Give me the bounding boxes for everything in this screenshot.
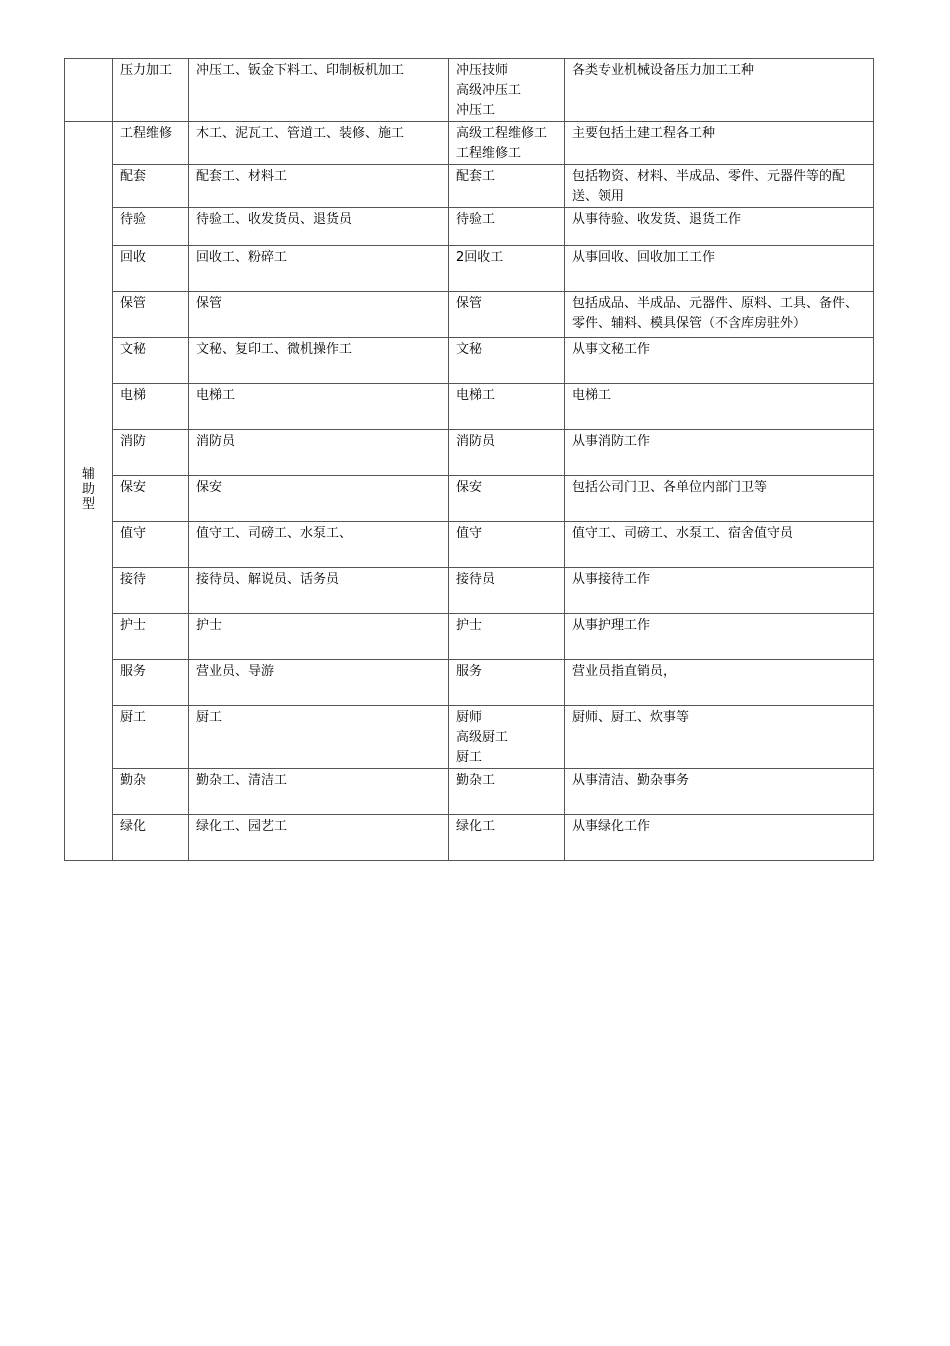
job-name-cell: 厨工 (113, 706, 189, 769)
table-row (65, 614, 874, 660)
job-title-line: 护士 (456, 618, 483, 633)
job-title-line: 2回收工 (456, 250, 504, 265)
job-desc-cell: 主要包括土建工程各工种 (565, 122, 874, 165)
job-titles-cell (449, 122, 565, 165)
job-title-line: 高级厨工 (456, 730, 509, 745)
job-titles-cell (449, 165, 565, 208)
job-titles-cell (449, 568, 565, 614)
job-name-cell: 绿化 (113, 815, 189, 861)
job-titles-cell (449, 706, 565, 769)
job-types-cell: 冲压工、钣金下料工、印制板机加工 (189, 59, 449, 122)
job-types-cell: 消防员 (189, 430, 449, 476)
job-name-cell: 文秘 (113, 338, 189, 384)
table-row (65, 430, 874, 476)
job-title-line: 高级冲压工 (456, 83, 522, 98)
table-row (65, 568, 874, 614)
job-title-line: 工程维修工 (456, 146, 522, 161)
job-types-cell: 值守工、司磅工、水泵工、 (189, 522, 449, 568)
job-types-cell: 营业员、导游 (189, 660, 449, 706)
table-row (65, 59, 874, 122)
job-title-line: 保安 (456, 480, 483, 495)
job-types-cell: 待验工、收发货员、退货员 (189, 208, 449, 246)
job-title-line: 服务 (456, 664, 483, 679)
job-name-cell: 回收 (113, 246, 189, 292)
job-title-line: 待验工 (456, 212, 496, 227)
job-title-line: 绿化工 (456, 819, 496, 834)
job-name-cell: 保安 (113, 476, 189, 522)
job-name-cell: 服务 (113, 660, 189, 706)
job-title-line: 接待员 (456, 572, 496, 587)
job-title-line: 保管 (456, 296, 483, 311)
table-row (65, 476, 874, 522)
job-titles-cell (449, 246, 565, 292)
job-types-cell: 回收工、粉碎工 (189, 246, 449, 292)
table-row (65, 122, 874, 165)
job-title-line: 厨工 (456, 750, 483, 765)
table-row (65, 338, 874, 384)
job-types-cell: 文秘、复印工、微机操作工 (189, 338, 449, 384)
job-desc-cell: 从事回收、回收加工工作 (565, 246, 874, 292)
job-titles-cell (449, 614, 565, 660)
table-row (65, 660, 874, 706)
job-types-cell: 接待员、解说员、话务员 (189, 568, 449, 614)
job-name-cell: 压力加工 (113, 59, 189, 122)
job-name-cell: 勤杂 (113, 769, 189, 815)
job-desc-cell: 从事绿化工作 (565, 815, 874, 861)
job-desc-cell: 从事待验、收发货、退货工作 (565, 208, 874, 246)
table-row (65, 292, 874, 338)
job-types-cell: 木工、泥瓦工、管道工、装修、施工 (189, 122, 449, 165)
job-title-line: 文秘 (456, 342, 483, 357)
job-titles-cell (449, 430, 565, 476)
job-desc-cell: 从事清洁、勤杂事务 (565, 769, 874, 815)
job-title-line: 配套工 (456, 169, 496, 184)
job-title-line: 电梯工 (456, 388, 496, 403)
job-desc-cell: 电梯工 (565, 384, 874, 430)
job-desc-cell: 包括公司门卫、各单位内部门卫等 (565, 476, 874, 522)
job-titles-cell (449, 384, 565, 430)
job-desc-cell: 从事文秘工作 (565, 338, 874, 384)
job-name-cell: 接待 (113, 568, 189, 614)
table-row (65, 522, 874, 568)
job-titles-cell (449, 292, 565, 338)
category-label: 辅助型 (81, 467, 95, 512)
job-types-cell: 厨工 (189, 706, 449, 769)
job-title-line: 厨师 (456, 710, 483, 725)
job-name-cell: 消防 (113, 430, 189, 476)
job-title-line: 冲压技师 (456, 63, 509, 78)
table-row (65, 769, 874, 815)
job-types-cell: 保安 (189, 476, 449, 522)
table-row (65, 384, 874, 430)
job-name-cell: 电梯 (113, 384, 189, 430)
job-titles-cell (449, 660, 565, 706)
job-types-cell: 勤杂工、清洁工 (189, 769, 449, 815)
table-row (65, 815, 874, 861)
job-name-cell: 护士 (113, 614, 189, 660)
category-cell (65, 59, 113, 122)
table-row (65, 246, 874, 292)
job-types-cell: 配套工、材料工 (189, 165, 449, 208)
job-desc-cell: 各类专业机械设备压力加工工种 (565, 59, 874, 122)
job-name-cell: 配套 (113, 165, 189, 208)
job-title-line: 值守 (456, 526, 483, 541)
job-types-cell: 保管 (189, 292, 449, 338)
job-title-line: 高级工程维修工 (456, 126, 548, 141)
job-title-line: 消防员 (456, 434, 496, 449)
job-desc-cell: 从事消防工作 (565, 430, 874, 476)
job-name-cell: 工程维修 (113, 122, 189, 165)
job-desc-cell: 营业员指直销员， (565, 660, 874, 706)
job-titles-cell (449, 208, 565, 246)
job-classification-table (64, 58, 874, 861)
table-row (65, 165, 874, 208)
job-types-cell: 电梯工 (189, 384, 449, 430)
job-desc-cell: 从事接待工作 (565, 568, 874, 614)
job-titles-cell (449, 338, 565, 384)
job-name-cell: 保管 (113, 292, 189, 338)
job-title-line: 冲压工 (456, 103, 496, 118)
category-cell (65, 122, 113, 861)
job-types-cell: 绿化工、园艺工 (189, 815, 449, 861)
job-titles-cell (449, 476, 565, 522)
job-titles-cell (449, 815, 565, 861)
job-types-cell: 护士 (189, 614, 449, 660)
job-name-cell: 值守 (113, 522, 189, 568)
job-desc-cell: 从事护理工作 (565, 614, 874, 660)
job-desc-cell: 包括物资、材料、半成品、零件、元器件等的配送、领用 (565, 165, 874, 208)
job-name-cell: 待验 (113, 208, 189, 246)
table-row (65, 706, 874, 769)
job-titles-cell (449, 769, 565, 815)
job-titles-cell (449, 522, 565, 568)
job-titles-cell (449, 59, 565, 122)
job-desc-cell: 包括成品、半成品、元器件、原料、工具、备件、零件、辅料、模具保管（不含库房驻外） (565, 292, 874, 338)
job-title-line: 勤杂工 (456, 773, 496, 788)
table-row (65, 208, 874, 246)
job-desc-cell: 厨师、厨工、炊事等 (565, 706, 874, 769)
job-desc-cell: 值守工、司磅工、水泵工、宿舍值守员 (565, 522, 874, 568)
